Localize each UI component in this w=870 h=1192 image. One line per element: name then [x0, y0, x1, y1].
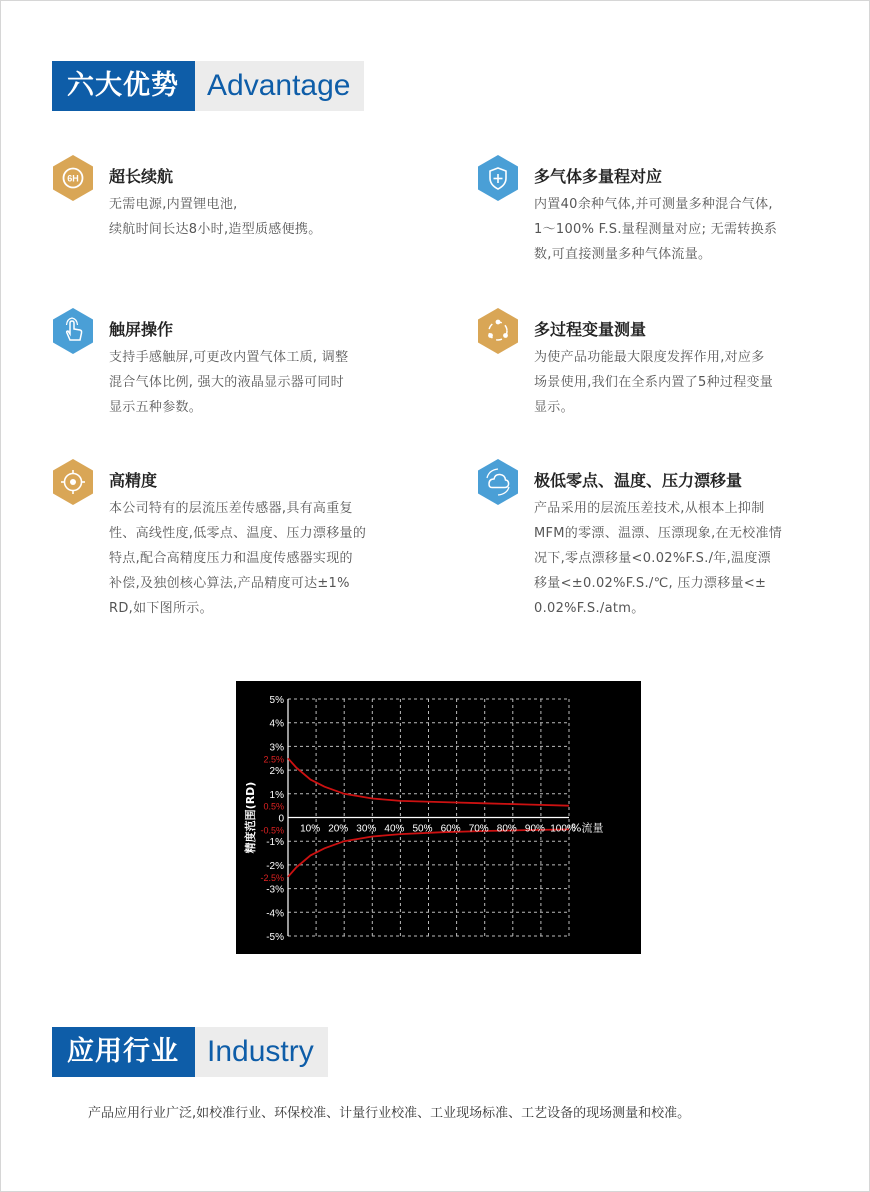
feature-desc: [534, 192, 819, 267]
chart-axes: [288, 699, 569, 936]
desc-line: 数,可直接测量多种气体流量。: [534, 247, 712, 262]
feature-desc: [109, 345, 394, 420]
y-axis-label: 精度范围(RD): [244, 781, 257, 854]
desc-line: RD,如下图所示。: [109, 601, 213, 616]
desc-line: 无需电源,内置锂电池,: [109, 197, 238, 212]
y-tick-label: 4%: [269, 718, 284, 730]
y-tick-label: -3%: [266, 884, 284, 896]
industry-header-cn: 应用行业: [52, 1027, 195, 1077]
desc-line: 本公司特有的层流压差传感器,具有高重复: [109, 501, 353, 516]
industry-header-en: Industry: [195, 1027, 328, 1077]
red-tick-label: -0.5%: [260, 825, 284, 836]
desc-line: 混合气体比例, 强大的液晶显示器可同时: [109, 375, 344, 390]
desc-line: 性、高线性度,低零点、温度、压力漂移量的: [109, 526, 367, 541]
feature-title: 多过程变量测量: [534, 320, 647, 339]
desc-line: 产品采用的层流压差技术,从根本上抑制: [534, 501, 765, 516]
y-tick-label: 1%: [269, 789, 284, 801]
y-tick-label: -4%: [266, 908, 284, 920]
x-tick-label: 30%: [356, 823, 377, 835]
x-tick-label: 100%: [550, 823, 576, 835]
touch-hand-icon: [52, 307, 94, 355]
process-cycle-icon: [477, 307, 519, 355]
desc-line: 况下,零点漂移量<0.02%F.S./年,温度漂: [534, 551, 771, 566]
y-tick-label: -1%: [266, 837, 284, 849]
desc-line: 显示。: [534, 400, 574, 415]
y-tick-label: 0: [278, 813, 284, 825]
desc-line: 补偿,及独创核心算法,产品精度可达±1%: [109, 576, 350, 591]
x-tick-label: 20%: [328, 823, 349, 835]
x-tick-label: 70%: [468, 823, 489, 835]
y-tick-label: 3%: [269, 742, 284, 754]
red-tick-label: 2.5%: [263, 754, 284, 765]
desc-line: 为使产品功能最大限度发挥作用,对应多: [534, 350, 765, 365]
battery-badge-text: 6H: [67, 173, 79, 184]
desc-line: MFM的零漂、温漂、压漂现象,在无校准情: [534, 526, 783, 541]
desc-line: 支持手感触屏,可更改内置气体工质, 调整: [109, 350, 349, 365]
feature-desc: [534, 496, 819, 621]
desc-line: 特点,配合高精度压力和温度传感器实现的: [109, 551, 353, 566]
feature-title: 超长续航: [109, 167, 174, 186]
feature-desc: [109, 496, 394, 621]
precision-chart-svg: [236, 681, 641, 954]
x-tick-label: 90%: [524, 823, 545, 835]
x-tick-label: 10%: [300, 823, 321, 835]
red-tick-label: 0.5%: [263, 801, 284, 812]
desc-line: 移量<±0.02%F.S./℃, 压力漂移量<±: [534, 576, 767, 591]
desc-line: 0.02%F.S./atm。: [534, 601, 645, 616]
industry-description: 产品应用行业广泛,如校准行业、环保校准、计量行业校准、工业现场标准、工艺设备的现场测量和校准。: [88, 1106, 691, 1121]
desc-line: 显示五种参数。: [109, 400, 203, 415]
x-tick-label: 50%: [412, 823, 433, 835]
industry-section-header: [52, 1027, 328, 1077]
precision-target-icon: [52, 458, 94, 506]
feature-desc: [534, 345, 819, 420]
feature-desc: [109, 192, 394, 242]
advantage-section-header: [52, 61, 364, 111]
x-axis-label: %流量: [571, 821, 604, 835]
chart-labels: [243, 695, 603, 943]
y-tick-label: 5%: [269, 695, 284, 706]
x-tick-label: 60%: [440, 823, 461, 835]
feature-title: 多气体多量程对应: [534, 167, 663, 186]
desc-line: 内置40余种气体,并可测量多种混合气体,: [534, 197, 773, 212]
desc-line: 1～100% F.S.量程测量对应; 无需转换系: [534, 222, 778, 237]
x-tick-label: 80%: [496, 823, 517, 835]
advantage-header-en: Advantage: [195, 61, 364, 111]
advantage-header-cn: 六大优势: [52, 61, 195, 111]
desc-line: 续航时间长达8小时,造型质感便携。: [109, 222, 322, 237]
desc-line: 场景使用,我们在全系内置了5种过程变量: [534, 375, 774, 390]
y-tick-label: -5%: [266, 932, 284, 943]
feature-title: 极低零点、温度、压力漂移量: [534, 471, 743, 490]
red-tick-label: -2.5%: [260, 872, 284, 883]
y-tick-label: 2%: [269, 766, 284, 778]
x-tick-label: 40%: [384, 823, 405, 835]
feature-title: 触屏操作: [109, 320, 174, 339]
battery-6h-icon: [52, 154, 94, 202]
shield-plus-icon: [477, 154, 519, 202]
y-tick-label: -2%: [266, 860, 284, 872]
feature-title: 高精度: [109, 471, 158, 490]
cloud-refresh-icon: [477, 458, 519, 506]
precision-chart: [236, 681, 641, 954]
